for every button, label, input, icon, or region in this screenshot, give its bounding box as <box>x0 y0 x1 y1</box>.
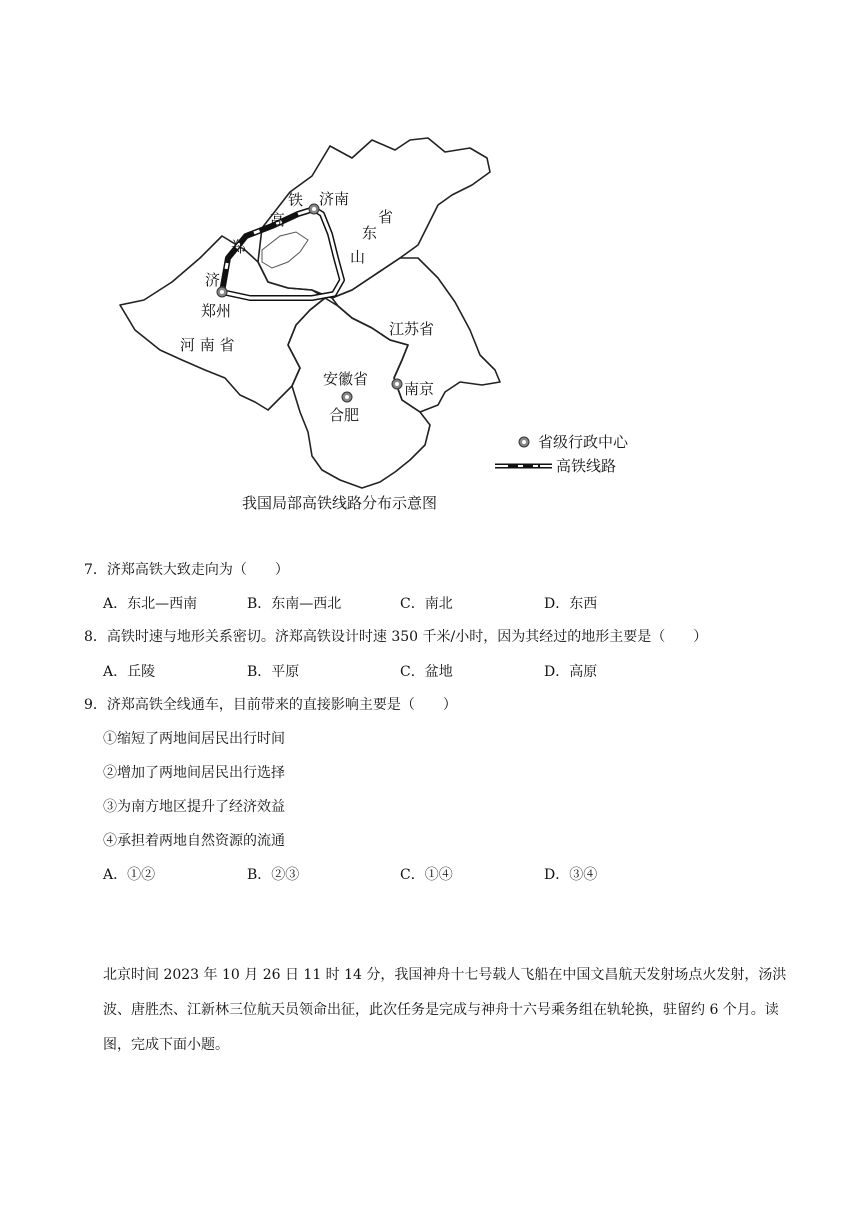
label-rail-4: 济 <box>205 271 221 289</box>
q7-option-d[interactable]: D．东西 <box>544 596 598 612</box>
hefei-marker <box>342 392 352 402</box>
label-jiangsu: 江苏省 <box>389 320 435 338</box>
q9-statement-3: ③为南方地区提升了经济效益 <box>103 799 285 815</box>
henan-boundary <box>120 236 325 410</box>
q8-option-d[interactable]: D．高原 <box>544 664 598 680</box>
q7-option-c[interactable]: C．南北 <box>400 596 453 612</box>
q7-option-b[interactable]: B．东南—西北 <box>247 596 342 612</box>
question-9-stem: 9．济郑高铁全线通车，目前带来的直接影响主要是（ ） <box>84 697 457 713</box>
label-shandong-1: 省 <box>378 208 394 226</box>
label-anhui: 安徽省 <box>323 370 369 388</box>
legend-railway-label: 高铁线路 <box>556 457 617 475</box>
q9-statement-2: ②增加了两地间居民出行选择 <box>103 765 285 781</box>
q8-option-a[interactable]: A．丘陵 <box>103 664 156 680</box>
map-caption: 我国局部高铁线路分布示意图 <box>242 494 438 512</box>
q9-option-d[interactable]: D．③④ <box>544 867 598 883</box>
label-shandong-2: 东 <box>362 224 378 242</box>
label-henan: 河 南 省 <box>180 336 235 354</box>
passage-text: 北京时间 2023 年 10 月 26 日 11 时 14 分，我国神舟十七号载人飞船在中国文昌航天发射场点火发射，汤洪波、唐胜杰、江新林三位航天员领命出征，此次任务是完成与神舟十六号乘务组在轨轮换，驻留约 6 个月。读图，完成下面小题。 <box>103 967 787 1053</box>
label-zhengzhou: 郑州 <box>201 302 232 320</box>
label-jinan: 济南 <box>319 190 350 208</box>
q9-option-c[interactable]: C．①④ <box>400 867 453 883</box>
q7-option-a[interactable]: A．东北—西南 <box>103 596 198 612</box>
legend-capital-label: 省级行政中心 <box>538 433 629 451</box>
nanjing-marker <box>392 379 402 389</box>
railway-map <box>0 0 860 520</box>
label-nanjing: 南京 <box>404 380 435 398</box>
q9-statement-4: ④承担着两地自然资源的流通 <box>103 833 285 849</box>
label-rail-1: 铁 <box>288 191 304 209</box>
q8-option-c[interactable]: C．盆地 <box>400 664 453 680</box>
question-8-stem: 8．高铁时速与地形关系密切。济郑高铁设计时速 350 千米/小时，因为其经过的地形主要是（ ） <box>84 629 708 645</box>
q9-statement-1: ①缩短了两地间居民出行时间 <box>103 731 285 747</box>
label-rail-3: 郑 <box>231 238 247 256</box>
reading-passage <box>103 958 793 1063</box>
label-rail-2: 高 <box>270 211 286 229</box>
jinan-marker <box>309 204 319 214</box>
q8-option-b[interactable]: B．平原 <box>247 664 300 680</box>
q9-option-b[interactable]: B．②③ <box>247 867 300 883</box>
label-shandong-3: 山 <box>350 248 366 266</box>
q9-option-a[interactable]: A．①② <box>103 867 156 883</box>
map-legend <box>495 433 629 475</box>
question-7-stem: 7．济郑高铁大致走向为（ ） <box>84 562 289 578</box>
label-hefei: 合肥 <box>329 406 360 424</box>
